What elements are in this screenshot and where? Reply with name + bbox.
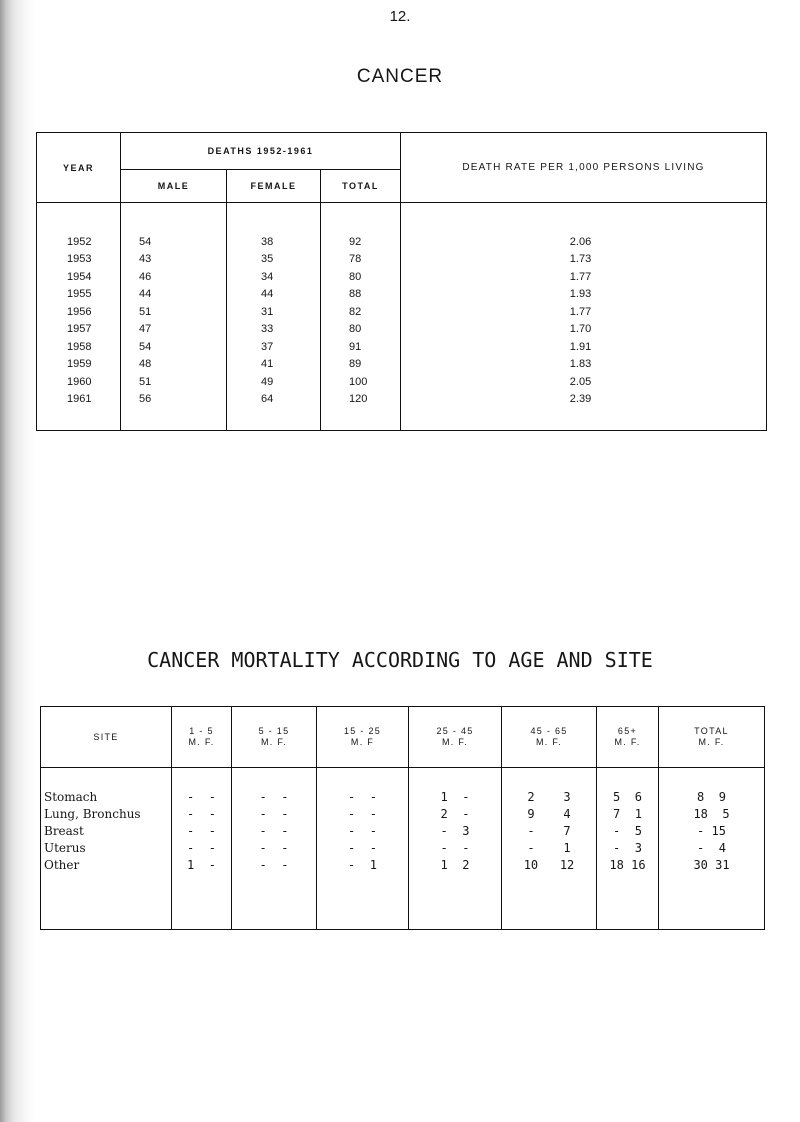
header-deaths-group: DEATHS 1952-1961 — [121, 133, 401, 170]
rate-cell: 2.05 — [401, 373, 767, 391]
table-row — [41, 822, 765, 839]
section-title: CANCER MORTALITY ACCORDING TO AGE AND SITE — [147, 648, 653, 672]
header-female: FEMALE — [227, 170, 321, 203]
table-row — [37, 338, 767, 356]
header-age-65-plus: 65+ M. F. — [597, 707, 659, 768]
header-age-45-65: 45 - 65 M. F. — [502, 707, 597, 768]
table-row — [37, 286, 767, 304]
value-cell: 5 6 — [597, 788, 659, 805]
value-cell: 10 12 — [502, 856, 597, 873]
value-cell: - - — [232, 788, 317, 805]
value-cell: - - — [232, 805, 317, 822]
total-cell: 82 — [321, 303, 401, 321]
value-cell: - - — [317, 788, 409, 805]
female-cell: 34 — [227, 268, 321, 286]
value-cell: 18 16 — [597, 856, 659, 873]
value-cell: - - — [172, 788, 232, 805]
total-cell: 80 — [321, 268, 401, 286]
female-cell: 64 — [227, 391, 321, 409]
header-death-rate: DEATH RATE PER 1,000 PERSONS LIVING — [401, 133, 767, 203]
value-cell: 30 31 — [659, 856, 765, 873]
total-cell: 92 — [321, 233, 401, 251]
female-cell: 37 — [227, 338, 321, 356]
value-cell: - - — [172, 822, 232, 839]
value-cell: - - — [172, 839, 232, 856]
female-cell: 33 — [227, 321, 321, 339]
rate-cell: 1.77 — [401, 268, 767, 286]
total-cell: 91 — [321, 338, 401, 356]
male-cell: 48 — [121, 356, 227, 374]
header-total: TOTAL M. F. — [659, 707, 765, 768]
value-cell: 1 2 — [409, 856, 502, 873]
year-cell: 1959 — [37, 356, 121, 374]
year-cell: 1961 — [37, 391, 121, 409]
site-cell: Stomach — [41, 788, 172, 805]
value-cell: - 7 — [502, 822, 597, 839]
site-cell: Other — [41, 856, 172, 873]
year-cell: 1957 — [37, 321, 121, 339]
total-cell: 78 — [321, 251, 401, 269]
total-cell: 89 — [321, 356, 401, 374]
total-cell: 88 — [321, 286, 401, 304]
male-cell: 54 — [121, 338, 227, 356]
value-cell: 9 4 — [502, 805, 597, 822]
page-title: CANCER — [356, 66, 444, 87]
value-cell: 2 3 — [502, 788, 597, 805]
value-cell: - 4 — [659, 839, 765, 856]
value-cell: - - — [172, 805, 232, 822]
value-cell: - 1 — [502, 839, 597, 856]
site-table — [40, 706, 765, 930]
header-site: SITE — [41, 707, 172, 768]
value-cell: - - — [232, 839, 317, 856]
header-age-5-15: 5 - 15 M. F. — [232, 707, 317, 768]
table-row — [41, 856, 765, 873]
table-row — [37, 303, 767, 321]
table-row — [37, 373, 767, 391]
male-cell: 56 — [121, 391, 227, 409]
male-cell: 54 — [121, 233, 227, 251]
female-cell: 41 — [227, 356, 321, 374]
table-row — [37, 251, 767, 269]
header-male: MALE — [121, 170, 227, 203]
female-cell: 44 — [227, 286, 321, 304]
value-cell: - - — [317, 805, 409, 822]
female-cell: 31 — [227, 303, 321, 321]
table-row — [37, 321, 767, 339]
value-cell: 8 9 — [659, 788, 765, 805]
site-cell: Breast — [41, 822, 172, 839]
value-cell: - - — [232, 822, 317, 839]
value-cell: - 15 — [659, 822, 765, 839]
male-cell: 44 — [121, 286, 227, 304]
male-cell: 43 — [121, 251, 227, 269]
year-cell: 1955 — [37, 286, 121, 304]
value-cell: 1 - — [172, 856, 232, 873]
year-cell: 1952 — [37, 233, 121, 251]
value-cell: - 3 — [597, 839, 659, 856]
value-cell: - 1 — [317, 856, 409, 873]
table-row — [41, 788, 765, 805]
value-cell: - - — [317, 822, 409, 839]
year-cell: 1958 — [37, 338, 121, 356]
value-cell: 1 - — [409, 788, 502, 805]
header-age-25-45: 25 - 45 M. F. — [409, 707, 502, 768]
female-cell: 38 — [227, 233, 321, 251]
rate-cell: 1.70 — [401, 321, 767, 339]
value-cell: - - — [232, 856, 317, 873]
year-cell: 1956 — [37, 303, 121, 321]
scan-shadow-edge — [0, 0, 36, 1122]
header-age-15-25: 15 - 25 M. F — [317, 707, 409, 768]
site-table-body — [41, 768, 765, 930]
male-cell: 51 — [121, 303, 227, 321]
rate-cell: 2.06 — [401, 233, 767, 251]
rate-cell: 1.77 — [401, 303, 767, 321]
total-cell: 80 — [321, 321, 401, 339]
total-cell: 100 — [321, 373, 401, 391]
value-cell: - - — [317, 839, 409, 856]
site-cell: Uterus — [41, 839, 172, 856]
value-cell: 7 1 — [597, 805, 659, 822]
table-row — [37, 391, 767, 409]
value-cell: 18 5 — [659, 805, 765, 822]
total-cell: 120 — [321, 391, 401, 409]
male-cell: 47 — [121, 321, 227, 339]
deaths-table-body — [37, 203, 767, 431]
table-row — [37, 268, 767, 286]
rate-cell: 1.83 — [401, 356, 767, 374]
year-cell: 1953 — [37, 251, 121, 269]
male-cell: 46 — [121, 268, 227, 286]
value-cell: - 3 — [409, 822, 502, 839]
table-row — [37, 233, 767, 251]
page-number: 12. — [389, 8, 411, 25]
header-total: TOTAL — [321, 170, 401, 203]
header-age-1-5: 1 - 5 M. F. — [172, 707, 232, 768]
year-cell: 1954 — [37, 268, 121, 286]
table-row — [41, 805, 765, 822]
male-cell: 51 — [121, 373, 227, 391]
rate-cell: 1.73 — [401, 251, 767, 269]
rate-cell: 2.39 — [401, 391, 767, 409]
rate-cell: 1.93 — [401, 286, 767, 304]
female-cell: 49 — [227, 373, 321, 391]
value-cell: 2 - — [409, 805, 502, 822]
rate-cell: 1.91 — [401, 338, 767, 356]
table-row — [41, 839, 765, 856]
year-cell: 1960 — [37, 373, 121, 391]
value-cell: - - — [409, 839, 502, 856]
header-year: YEAR — [37, 133, 121, 203]
value-cell: - 5 — [597, 822, 659, 839]
female-cell: 35 — [227, 251, 321, 269]
site-cell: Lung, Bronchus — [41, 805, 172, 822]
deaths-table — [36, 132, 767, 431]
table-row — [37, 356, 767, 374]
